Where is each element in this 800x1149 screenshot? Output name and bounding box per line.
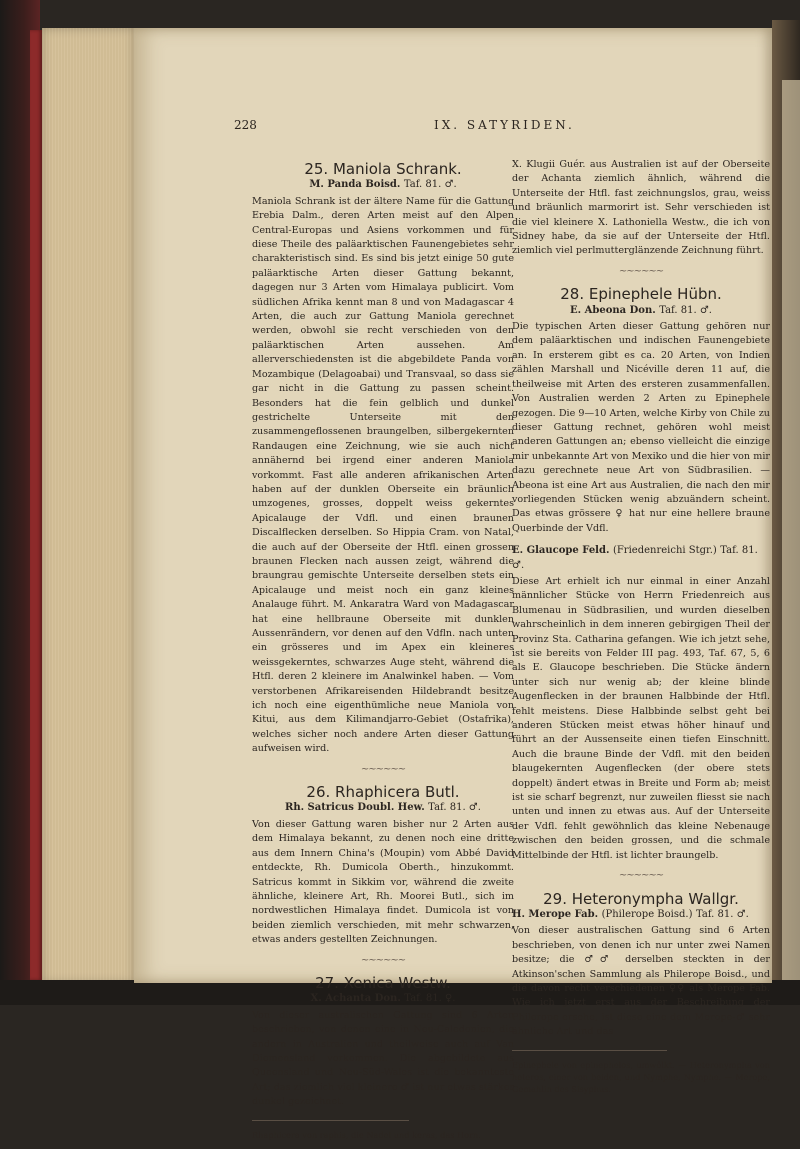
species-heading-merope <box>512 908 770 922</box>
ornament-divider: ~~~~~~ <box>360 954 406 966</box>
species-ref: Taf. 81. ♂. <box>403 179 457 191</box>
paragraph-xenica-cont: X. Klugii Guér. aus Australien ist auf der Oberseite der Achanta ziemlich ähnlich, während die Unterseite der Htfl. fast zeichnungslos, grau, weiss und bräunlich marmorirt ist. Sehr verschieden ist die viel kleinere X. Lathoniella Westw., die ich von Sidney habe, da sie auf der Unterseite der Htfl. ziemlich viel perlmutterglänzende Zeichnung führt. <box>512 159 770 257</box>
page-stack <box>42 28 134 983</box>
paragraph-maniola: Maniola Schrank ist der ältere Name für die Gattung Erebia Dalm., deren Arten meist auf den Alpen Central-Europas und Asiens vorkommen und für diese Theile des paläarktischen Faunengebietes sehr charakteristisch sind. Es sind bis jetzt einige 50 gute paläarktische Arten dieser Gattung bekannt, dagegen nur 3 Arten vom Himalaya publicirt. Vom südlichen Afrika kennt man 8 und von Madagascar 4 Arten, die auch zur Gattung Maniola gerechnet werden, obwohl sie recht verschieden von den paläarktischen Arten aussehen. Am allerverschiedensten ist die abgebildete Panda von Mozambique (Delagoabai) und Transvaal, so dass sie gar nicht in die Gattung zu passen scheint. Besonders hat die fein gelblich und dunkel gestrichelte Unterseite mit den zusammengeflossenen braungelben, silbergekernten Randaugen eine Zeichnung, wie sie auch nicht annähernd bei irgend einer anderen Maniola vorkommt. Fast alle anderen afrikanischen Arten haben auf der dunklen Oberseite ein bräunlich umzogenes, grosses, doppelt weiss gekerntes Apicalauge der Vdfl. und einen braunen Discalflecken derselben. So Hippia Cram. von Natal, die auch auf der Oberseite der Htfl. einen grossen braunen Flecken nach aussen zeigt, während die braungrau gemischte Unterseite derselben stets ein Apicalauge und meist noch ein ganz kleines Analauge führt. M. Ankaratra Ward von Madagascar hat eine hellbraune Oberseite mit dunklen Aussenrändern, vor denen auf den Vdfln. nach unten ein grösseres und im Apex ein kleineres weissgekerntes, schwarzes Auge steht, während die Htfl. deren 2 kleinere im Analwinkel haben. — Vom verstorbenen Afrikareisenden Hildebrandt besitze ich noch eine eigenthümliche neue Maniola von Kitui, aus dem Kilimandjarro-Gebiet (Ostafrika), welches sicher noch andere Arten dieser Gattung aufweisen wird. <box>252 195 514 755</box>
ornament-divider: ~~~~~~ <box>360 763 406 775</box>
species-name: H. Merope Fab. <box>512 908 599 920</box>
page-number: 228 <box>234 118 257 132</box>
paragraph-rhaphicera: Von dieser Gattung waren bisher nur 2 Arten aus dem Himalaya bekannt, zu denen noch eine dritte aus dem Innern China's (Moupin) vom Abbé David entdeckte, Rh. Dumicola Oberth., hinzukommt. Satricus kommt in Sikkim vor, während die zweite ähnliche, kleinere Art, Rh. Moorei Butl., sich im nordwestlichen Himalaya findet. Dumicola ist von beiden ziemlich verschieden, mit mehr schwarzen, etwas anders gestellten Zeichnungen. <box>252 818 514 946</box>
species-name: M. Panda Boisd. <box>309 179 401 191</box>
footnote-rule <box>252 1120 409 1121</box>
species-name: E. Glaucope Feld. <box>512 545 610 557</box>
species-name: E. Abeona Don. <box>570 304 656 316</box>
ornament-divider: ~~~~~~ <box>618 870 664 882</box>
next-page-strip <box>782 80 800 980</box>
section-title-26: 26. Rhaphicera Butl. <box>306 783 460 802</box>
chapter-title: IX. SATYRIDEN. <box>434 118 575 132</box>
footnote-rule <box>512 1050 667 1051</box>
paragraph-xenica: Von dieser australischen Gattung sind 6 Arten beschrieben, von denen eine in Neu-Caledonien, die andern in Australien und theilweise auch auf Van Diemensland vorkommen. Die abgebildete aus Queensland und Neu-Süd-Wales ist die bekannteste Art; das ziemlich viel kleinere ♂ ist nur etwas stärker dunkel gezeichnet. <box>252 1009 514 1108</box>
book-red-edge <box>30 30 42 980</box>
paragraph-heteronympha: Von dieser australischen Gattung sind 6 Arten beschrieben, von denen ich nur unter zwei Namen besitze; die ♂♂ derselben steckten in der Atkinson'schen Sammlung als Philerope Boisd., und die davon recht verschiedenen ♀♀ als Merope Fab. Wie ich jetzt erst aus der Beschreibung der Philerope ersehe, ist diese eine dem Merope-♂ sehr ähnliche Art und das <box>512 925 770 1038</box>
species-ref: Taf. 81. ♂. <box>428 802 481 814</box>
book-page <box>134 28 772 1140</box>
species-name: X. Achanta Don. <box>310 993 401 1005</box>
species-ref: Taf. 81. ♂. <box>659 304 712 316</box>
species-heading-abeona <box>512 304 770 318</box>
species-ref: Taf. 81. ♂. <box>695 908 749 920</box>
running-head <box>234 118 734 140</box>
paragraph-epinephele: Die typischen Arten dieser Gattung gehören nur dem paläarktischen und indischen Faunengebiete an. In ersterem gibt es ca. 20 Arten, von Indien zählen Marshall und Nicéville deren 11 auf, die theilweise mit Arten des ersteren zusammenfallen. Von Australien werden 2 Arten zu Epinephele gezogen. Die 9—10 Arten, welche Kirby von Chile zu dieser Gattung rechnet, gehören wohl meist anderen Gattungen an; ebenso vielleicht die einzige mir unbekannte Art von Mexiko und die hier von mir dazu gerechnete neue Art von Südbrasilien. — Abeona ist eine Art aus Australien, die nach den mir vorliegenden Stücken wenig abzuändern scheint. Das etwas grössere ♀ hat nur eine hellere braune Querbinde der Vdfl. <box>512 321 770 534</box>
ornament-divider: ~~~~~~ <box>618 265 664 277</box>
species-heading-glaucope <box>512 544 770 573</box>
paragraph-glaucope: Diese Art erhielt ich nur einmal in einer Anzahl männlicher Stücke von Herrn Friedenreich aus Blumenau in Südbrasilien, und wurden dieselben wahrscheinlich in dem inneren gebirgigen Theil der Provinz Sta. Catharina gefangen. Wie ich jetzt sehe, ist sie bereits von Felder III pag. 493, Taf. 67, 5, 6 als E. Glaucope beschrieben. Die Stücke ändern unter sich nur wenig ab; der kleine blinde Augenflecken in der braunen Halbbinde der Htfl. fehlt meistens. Diese Halbbinde selbst geht bei anderen Stücken meist etwas höher hinauf und führt an der Aussenseite einen tiefen Einschnitt. Auch die braune Binde der Vdfl. mit den beiden blaugekernten Augenflecken (der obere stets doppelt) ändert etwas in Breite und Form ab; meist ist sie scharf begrenzt, nur zuweilen fliesst sie nach unten und innen zu etwas aus. Auf der Unterseite der Vdfl. fehlt gewöhnlich das kleine Nebenauge zwischen den beiden grossen, und die schmale Mittelbinde der Htfl. ist lichter braungelb. <box>512 575 770 861</box>
species-ref: Taf. 81. ♂. <box>512 545 758 571</box>
species-heading-panda <box>252 178 514 192</box>
species-note: (Philerope Boisd.) <box>601 908 693 920</box>
right-column <box>512 158 770 1103</box>
species-name: Rh. Satricus Doubl. Hew. <box>285 802 425 814</box>
footnote-right: Epinephele von epinephelos, umwölkt. — Heteronympha von heteros, einer von beiden, und Nymphe, Nymphe. — Merope, Gemahlin des Sisyphus. <box>512 1059 770 1094</box>
section-title-29: 29. Heteronympha Wallgr. <box>543 889 739 908</box>
species-note: (Friedenreichi Stgr.) <box>612 545 717 557</box>
section-title-27: 27. Xenica Westw. <box>315 973 451 992</box>
section-title-25: 25. Maniola Schrank. <box>304 160 462 178</box>
footnote-left: Rhaphicera von raphis, die Nadel und keras, das Horn. <box>252 1129 481 1140</box>
section-title-28: 28. Epinephele Hübn. <box>560 285 722 304</box>
species-heading-satricus <box>252 801 514 815</box>
left-column <box>252 158 514 1149</box>
species-ref: Taf. 81. ♀. <box>404 993 456 1005</box>
